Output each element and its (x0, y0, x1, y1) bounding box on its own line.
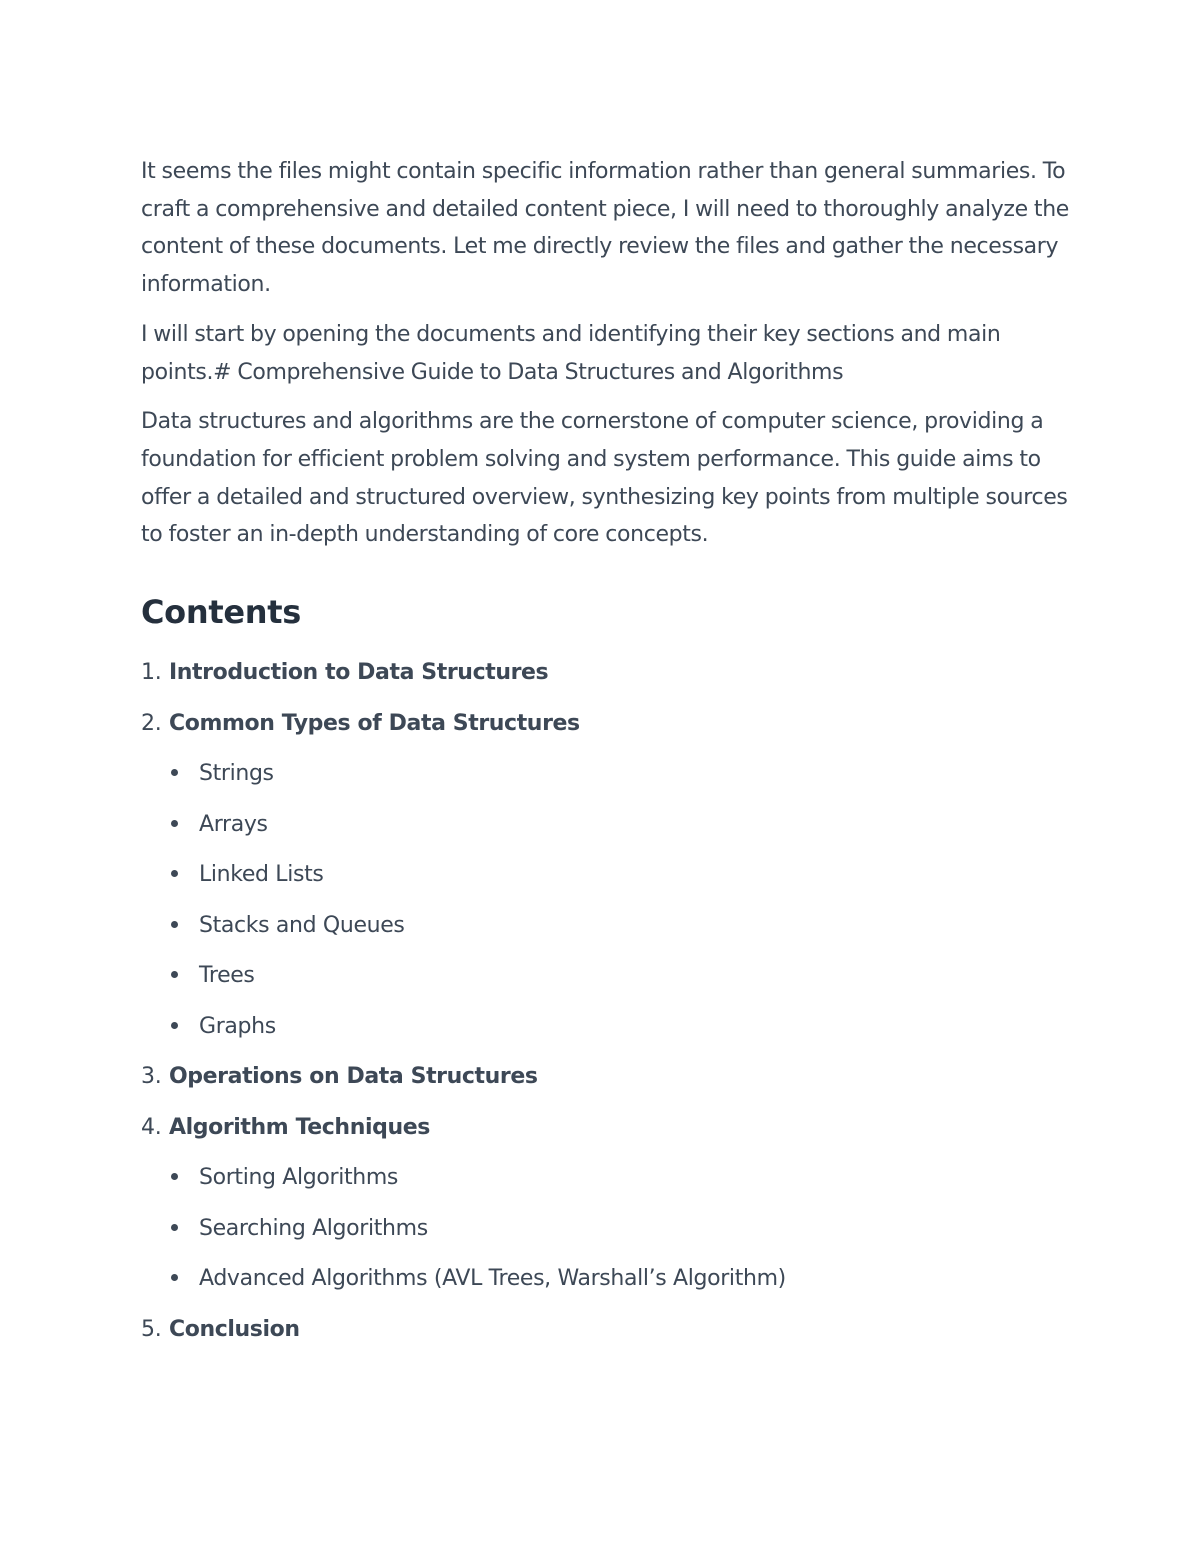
toc-item-common-types (141, 709, 1071, 1063)
toc-item-introduction (141, 658, 1071, 709)
list-item-label: Advanced Algorithms (AVL Trees, Warshall’s Algorithm) (199, 1266, 786, 1292)
toc-label: Algorithm Techniques (169, 1114, 430, 1140)
document-page (141, 153, 1071, 1365)
list-item-label: Strings (199, 761, 274, 787)
list-item-label: Arrays (199, 811, 268, 837)
bullet-icon (171, 1274, 178, 1281)
bullet-icon (171, 820, 178, 827)
list-item (169, 860, 1071, 911)
list-item (169, 759, 1071, 810)
bullet-icon (171, 1022, 178, 1029)
bullet-icon (171, 1224, 178, 1231)
intro-paragraph-1: It seems the files might contain specific information rather than general summaries. To craft a comprehensive and detailed content piece, I will need to thoroughly analyze the content of these documents. Let me directly review the files and gather the necessary information. (141, 159, 1069, 298)
toc-number: 1. (141, 660, 162, 686)
table-of-contents (141, 658, 1071, 1365)
list-item-label: Stacks and Queues (199, 912, 405, 938)
list-item-label: Graphs (199, 1013, 276, 1039)
toc-label: Introduction to Data Structures (169, 660, 549, 686)
bullet-icon (171, 769, 178, 776)
intro-paragraph-3: Data structures and algorithms are the cornerstone of computer science, providing a foundation for efficient problem solving and system performance. This guide aims to offer a detailed and structured overview, synthesizing key points from multiple sources to foster an in-depth understanding of core concepts. (141, 409, 1068, 548)
list-item (169, 911, 1071, 962)
list-item (169, 1012, 1071, 1063)
list-item (169, 1264, 1071, 1315)
bullet-icon (171, 921, 178, 928)
list-item (169, 1163, 1071, 1214)
list-item-label: Sorting Algorithms (199, 1165, 399, 1191)
toc-number: 2. (141, 710, 162, 736)
toc-number: 4. (141, 1114, 162, 1140)
toc-label: Common Types of Data Structures (169, 710, 580, 736)
toc-sublist-algorithm-techniques (141, 1163, 1071, 1315)
toc-number: 5. (141, 1316, 162, 1342)
toc-sublist-common-types (141, 759, 1071, 1062)
list-item-label: Trees (199, 963, 255, 989)
toc-label: Operations on Data Structures (169, 1064, 538, 1090)
bullet-icon (171, 971, 178, 978)
list-item (169, 810, 1071, 861)
toc-item-conclusion (141, 1315, 1071, 1366)
list-item-label: Searching Algorithms (199, 1215, 428, 1241)
bullet-icon (171, 870, 178, 877)
list-item (169, 1214, 1071, 1265)
list-item-label: Linked Lists (199, 862, 324, 888)
intro-paragraph-2: I will start by opening the documents and identifying their key sections and main points.# Comprehensive Guide to Data Structures and Algorithms (141, 321, 1001, 385)
toc-label: Conclusion (169, 1316, 300, 1342)
bullet-icon (171, 1173, 178, 1180)
list-item (169, 961, 1071, 1012)
contents-heading: Contents (141, 593, 301, 632)
toc-item-algorithm-techniques (141, 1113, 1071, 1315)
toc-number: 3. (141, 1064, 162, 1090)
toc-item-operations (141, 1062, 1071, 1113)
